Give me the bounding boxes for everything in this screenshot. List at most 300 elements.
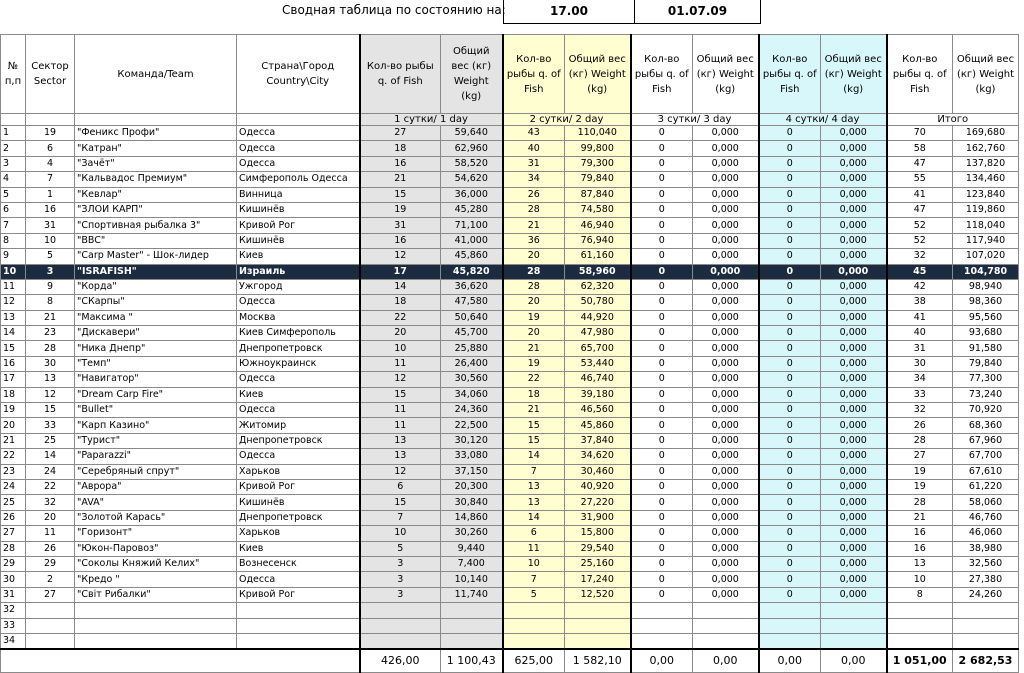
table-row[interactable] <box>1 126 1019 141</box>
table-row[interactable] <box>1 449 1019 464</box>
cell-d2-qty[interactable]: 26 <box>503 187 565 202</box>
cell-d2-weight[interactable]: 53,440 <box>565 356 631 371</box>
cell-total-weight[interactable] <box>953 618 1019 633</box>
cell-d4-qty[interactable]: 0 <box>759 233 821 248</box>
cell-d1-weight[interactable]: 33,080 <box>441 449 503 464</box>
cell-d2-weight[interactable]: 15,800 <box>565 526 631 541</box>
cell-d4-qty[interactable]: 0 <box>759 156 821 171</box>
cell-d1-qty[interactable] <box>360 603 441 618</box>
cell-d1-weight[interactable]: 50,640 <box>441 310 503 325</box>
cell-d2-qty[interactable]: 40 <box>503 141 565 156</box>
cell-d2-qty[interactable]: 34 <box>503 172 565 187</box>
cell-team[interactable] <box>75 633 237 649</box>
col-header-d3-qty[interactable]: Кол-во рыбы q. of Fish <box>631 35 693 114</box>
cell-d4-qty[interactable]: 0 <box>759 356 821 371</box>
cell-d3-weight[interactable]: 0,000 <box>693 556 759 571</box>
cell-total-qty[interactable]: 28 <box>887 433 953 448</box>
cell-city[interactable]: Кривой Рог <box>237 479 360 494</box>
cell-total-qty[interactable]: 13 <box>887 556 953 571</box>
cell-d1-qty[interactable] <box>360 633 441 649</box>
cell-total-qty[interactable]: 58 <box>887 141 953 156</box>
table-row[interactable] <box>1 326 1019 341</box>
total-all-weight[interactable]: 2 682,53 <box>953 649 1019 673</box>
cell-sector[interactable]: 31 <box>26 218 75 233</box>
cell-team[interactable]: "Кредо " <box>75 572 237 587</box>
table-row[interactable] <box>1 295 1019 310</box>
cell-total-qty[interactable] <box>887 633 953 649</box>
cell-sector[interactable]: 15 <box>26 403 75 418</box>
total-d4-qty[interactable]: 0,00 <box>759 649 821 673</box>
cell-num[interactable]: 26 <box>1 510 26 525</box>
cell-d1-qty[interactable]: 31 <box>360 218 441 233</box>
cell-total-weight[interactable]: 93,680 <box>953 326 1019 341</box>
table-row[interactable] <box>1 356 1019 371</box>
cell-sector[interactable]: 20 <box>26 510 75 525</box>
cell-total-weight[interactable]: 67,700 <box>953 449 1019 464</box>
cell-d4-qty[interactable]: 0 <box>759 572 821 587</box>
cell-d3-qty[interactable]: 0 <box>631 510 693 525</box>
cell-d1-weight[interactable]: 10,140 <box>441 572 503 587</box>
cell-sector[interactable]: 2 <box>26 572 75 587</box>
cell-d1-weight[interactable]: 26,400 <box>441 356 503 371</box>
cell-d1-weight[interactable]: 22,500 <box>441 418 503 433</box>
cell-d3-qty[interactable]: 0 <box>631 495 693 510</box>
cell-d4-qty[interactable] <box>759 618 821 633</box>
cell-total-qty[interactable]: 30 <box>887 356 953 371</box>
table-row[interactable] <box>1 264 1019 279</box>
cell-d2-weight[interactable]: 31,900 <box>565 510 631 525</box>
cell-d3-qty[interactable]: 0 <box>631 372 693 387</box>
cell-d3-qty[interactable]: 0 <box>631 387 693 402</box>
cell-d1-weight[interactable] <box>441 618 503 633</box>
cell-city[interactable]: Одесса <box>237 572 360 587</box>
cell-d4-qty[interactable]: 0 <box>759 418 821 433</box>
table-row[interactable] <box>1 587 1019 602</box>
cell-city[interactable]: Киев <box>237 541 360 556</box>
cell-num[interactable]: 10 <box>1 264 26 279</box>
cell-total-weight[interactable]: 95,560 <box>953 310 1019 325</box>
cell-sector[interactable]: 33 <box>26 418 75 433</box>
cell-d2-weight[interactable]: 25,160 <box>565 556 631 571</box>
cell-d1-qty[interactable]: 11 <box>360 356 441 371</box>
cell-city[interactable]: Москва <box>237 310 360 325</box>
cell-d3-weight[interactable]: 0,000 <box>693 295 759 310</box>
cell-team[interactable]: "Кальвадос Премиум" <box>75 172 237 187</box>
cell-d2-qty[interactable]: 28 <box>503 264 565 279</box>
cell-city[interactable]: Кривой Рог <box>237 218 360 233</box>
cell-d3-weight[interactable]: 0,000 <box>693 233 759 248</box>
cell-team[interactable]: "Катран" <box>75 141 237 156</box>
table-row[interactable] <box>1 572 1019 587</box>
cell-d4-qty[interactable]: 0 <box>759 295 821 310</box>
cell-d4-weight[interactable]: 0,000 <box>821 202 887 217</box>
cell-sector[interactable] <box>26 603 75 618</box>
cell-total-weight[interactable]: 134,460 <box>953 172 1019 187</box>
cell-d3-weight[interactable]: 0,000 <box>693 372 759 387</box>
cell-d4-qty[interactable] <box>759 603 821 618</box>
cell-total-qty[interactable]: 16 <box>887 526 953 541</box>
cell-city[interactable]: Одесса <box>237 141 360 156</box>
cell-sector[interactable]: 4 <box>26 156 75 171</box>
cell-total-qty[interactable]: 41 <box>887 187 953 202</box>
cell-team[interactable]: "Максима " <box>75 310 237 325</box>
table-row[interactable] <box>1 156 1019 171</box>
cell-total-weight[interactable]: 169,680 <box>953 126 1019 141</box>
cell-d4-weight[interactable] <box>821 618 887 633</box>
cell-total-qty[interactable]: 21 <box>887 510 953 525</box>
cell-sector[interactable]: 6 <box>26 141 75 156</box>
cell-d1-qty[interactable]: 20 <box>360 326 441 341</box>
cell-d3-qty[interactable]: 0 <box>631 233 693 248</box>
cell-num[interactable]: 22 <box>1 449 26 464</box>
cell-sector[interactable] <box>26 618 75 633</box>
cell-team[interactable]: "Корда" <box>75 279 237 294</box>
cell-total-qty[interactable] <box>887 618 953 633</box>
cell-d3-qty[interactable]: 0 <box>631 541 693 556</box>
cell-total-weight[interactable]: 61,220 <box>953 479 1019 494</box>
cell-d4-weight[interactable]: 0,000 <box>821 387 887 402</box>
cell-sector[interactable]: 13 <box>26 372 75 387</box>
cell-d3-weight[interactable]: 0,000 <box>693 141 759 156</box>
cell-d2-qty[interactable]: 15 <box>503 433 565 448</box>
cell-d2-qty[interactable]: 5 <box>503 587 565 602</box>
table-row[interactable] <box>1 279 1019 294</box>
cell-d2-qty[interactable]: 13 <box>503 479 565 494</box>
cell-d1-weight[interactable]: 71,100 <box>441 218 503 233</box>
col-header-sector[interactable]: Сектор Sector <box>26 35 75 114</box>
cell-d3-weight[interactable]: 0,000 <box>693 387 759 402</box>
cell-d3-weight[interactable]: 0,000 <box>693 279 759 294</box>
cell-d1-weight[interactable]: 45,820 <box>441 264 503 279</box>
cell-team[interactable]: "Юкон-Паровоз" <box>75 541 237 556</box>
cell-total-weight[interactable] <box>953 633 1019 649</box>
cell-d2-weight[interactable] <box>565 618 631 633</box>
cell-num[interactable]: 28 <box>1 541 26 556</box>
cell-num[interactable]: 24 <box>1 479 26 494</box>
cell-d2-qty[interactable]: 7 <box>503 464 565 479</box>
cell-sector[interactable]: 32 <box>26 495 75 510</box>
cell-d1-qty[interactable]: 10 <box>360 526 441 541</box>
cell-total-weight[interactable]: 58,060 <box>953 495 1019 510</box>
cell-sector[interactable]: 26 <box>26 541 75 556</box>
cell-total-qty[interactable]: 70 <box>887 126 953 141</box>
cell-d1-qty[interactable]: 16 <box>360 233 441 248</box>
cell-d1-weight[interactable]: 45,700 <box>441 326 503 341</box>
cell-d4-qty[interactable]: 0 <box>759 310 821 325</box>
cell-city[interactable] <box>237 633 360 649</box>
cell-city[interactable]: Кривой Рог <box>237 587 360 602</box>
cell-d2-qty[interactable]: 20 <box>503 249 565 264</box>
cell-d3-qty[interactable]: 0 <box>631 433 693 448</box>
cell-d1-weight[interactable]: 30,560 <box>441 372 503 387</box>
cell-d1-qty[interactable]: 3 <box>360 556 441 571</box>
cell-total-weight[interactable]: 98,940 <box>953 279 1019 294</box>
cell-total-qty[interactable]: 47 <box>887 156 953 171</box>
cell-num[interactable]: 29 <box>1 556 26 571</box>
cell-d4-weight[interactable]: 0,000 <box>821 326 887 341</box>
cell-team[interactable]: "Навигатор" <box>75 372 237 387</box>
cell-d3-weight[interactable]: 0,000 <box>693 172 759 187</box>
cell-num[interactable]: 14 <box>1 326 26 341</box>
cell-num[interactable]: 8 <box>1 233 26 248</box>
cell-d4-weight[interactable]: 0,000 <box>821 218 887 233</box>
cell-d2-qty[interactable]: 11 <box>503 541 565 556</box>
col-header-d1-weight[interactable]: Общий вес (кг) Weight (kg) <box>441 35 503 114</box>
cell-num[interactable]: 30 <box>1 572 26 587</box>
cell-d1-qty[interactable]: 3 <box>360 572 441 587</box>
cell-total-qty[interactable]: 32 <box>887 403 953 418</box>
cell-team[interactable]: "Світ Рибалки" <box>75 587 237 602</box>
col-header-d2-qty[interactable]: Кол-во рыбы q. of Fish <box>503 35 565 114</box>
cell-total-weight[interactable]: 123,840 <box>953 187 1019 202</box>
cell-d2-weight[interactable]: 79,840 <box>565 172 631 187</box>
cell-d4-weight[interactable]: 0,000 <box>821 295 887 310</box>
cell-d3-qty[interactable]: 0 <box>631 464 693 479</box>
cell-d1-weight[interactable]: 34,060 <box>441 387 503 402</box>
cell-d2-qty[interactable]: 31 <box>503 156 565 171</box>
cell-d4-weight[interactable]: 0,000 <box>821 141 887 156</box>
cell-d2-qty[interactable] <box>503 603 565 618</box>
table-row[interactable] <box>1 372 1019 387</box>
cell-d3-weight[interactable]: 0,000 <box>693 126 759 141</box>
cell-total-weight[interactable]: 67,960 <box>953 433 1019 448</box>
cell-num[interactable]: 33 <box>1 618 26 633</box>
cell-total-weight[interactable]: 91,580 <box>953 341 1019 356</box>
cell-d3-qty[interactable]: 0 <box>631 249 693 264</box>
cell-d3-weight[interactable]: 0,000 <box>693 187 759 202</box>
cell-d2-weight[interactable]: 12,520 <box>565 587 631 602</box>
cell-sector[interactable]: 22 <box>26 479 75 494</box>
cell-d3-qty[interactable]: 0 <box>631 295 693 310</box>
cell-d1-qty[interactable]: 18 <box>360 295 441 310</box>
cell-d2-weight[interactable]: 46,740 <box>565 372 631 387</box>
cell-sector[interactable]: 29 <box>26 556 75 571</box>
cell-num[interactable]: 18 <box>1 387 26 402</box>
col-header-d1-qty[interactable]: Кол-во рыбы q. of Fish <box>360 35 441 114</box>
cell-team[interactable]: "СКарпы" <box>75 295 237 310</box>
cell-team[interactable]: "Dream Carp Fire" <box>75 387 237 402</box>
cell-d3-qty[interactable]: 0 <box>631 279 693 294</box>
cell-total-weight[interactable]: 38,980 <box>953 541 1019 556</box>
cell-sector[interactable]: 7 <box>26 172 75 187</box>
cell-d4-weight[interactable]: 0,000 <box>821 310 887 325</box>
cell-city[interactable]: Вознесенск <box>237 556 360 571</box>
cell-sector[interactable]: 10 <box>26 233 75 248</box>
cell-total-qty[interactable]: 45 <box>887 264 953 279</box>
cell-d3-weight[interactable]: 0,000 <box>693 526 759 541</box>
cell-num[interactable]: 2 <box>1 141 26 156</box>
cell-d2-qty[interactable]: 28 <box>503 202 565 217</box>
cell-d1-qty[interactable]: 16 <box>360 156 441 171</box>
cell-d3-weight[interactable]: 0,000 <box>693 479 759 494</box>
cell-d2-qty[interactable]: 22 <box>503 372 565 387</box>
cell-d1-weight[interactable]: 9,440 <box>441 541 503 556</box>
cell-city[interactable]: Житомир <box>237 418 360 433</box>
cell-num[interactable]: 20 <box>1 418 26 433</box>
col-header-d2-weight[interactable]: Общий вес (кг) Weight (kg) <box>565 35 631 114</box>
cell-d4-qty[interactable]: 0 <box>759 403 821 418</box>
cell-total-weight[interactable]: 46,760 <box>953 510 1019 525</box>
cell-total-qty[interactable] <box>887 603 953 618</box>
cell-d3-qty[interactable] <box>631 633 693 649</box>
summary-time-cell[interactable]: 17.00 <box>503 0 635 24</box>
cell-city[interactable]: Днепропетровск <box>237 433 360 448</box>
cell-d2-qty[interactable]: 6 <box>503 526 565 541</box>
cell-city[interactable]: Одесса <box>237 156 360 171</box>
cell-d3-qty[interactable]: 0 <box>631 418 693 433</box>
cell-sector[interactable]: 25 <box>26 433 75 448</box>
cell-d1-qty[interactable]: 11 <box>360 403 441 418</box>
cell-d1-weight[interactable]: 41,000 <box>441 233 503 248</box>
cell-total-weight[interactable]: 24,260 <box>953 587 1019 602</box>
cell-total-qty[interactable]: 31 <box>887 341 953 356</box>
cell-d1-weight[interactable]: 25,880 <box>441 341 503 356</box>
cell-d2-weight[interactable]: 62,320 <box>565 279 631 294</box>
cell-d1-weight[interactable]: 37,150 <box>441 464 503 479</box>
cell-d4-weight[interactable]: 0,000 <box>821 403 887 418</box>
cell-d3-weight[interactable]: 0,000 <box>693 449 759 464</box>
cell-total-weight[interactable]: 98,360 <box>953 295 1019 310</box>
cell-city[interactable]: Ужгород <box>237 279 360 294</box>
cell-d4-weight[interactable]: 0,000 <box>821 172 887 187</box>
cell-sector[interactable]: 24 <box>26 464 75 479</box>
cell-d3-qty[interactable]: 0 <box>631 126 693 141</box>
cell-sector[interactable]: 3 <box>26 264 75 279</box>
cell-d2-qty[interactable]: 36 <box>503 233 565 248</box>
cell-num[interactable]: 11 <box>1 279 26 294</box>
cell-d4-qty[interactable]: 0 <box>759 326 821 341</box>
cell-d1-weight[interactable]: 30,840 <box>441 495 503 510</box>
cell-d2-qty[interactable]: 14 <box>503 449 565 464</box>
cell-d4-weight[interactable]: 0,000 <box>821 356 887 371</box>
cell-team[interactable] <box>75 618 237 633</box>
cell-city[interactable]: Одесса <box>237 372 360 387</box>
cell-team[interactable]: "BBC" <box>75 233 237 248</box>
cell-total-qty[interactable]: 42 <box>887 279 953 294</box>
cell-d1-weight[interactable]: 24,360 <box>441 403 503 418</box>
cell-sector[interactable]: 12 <box>26 387 75 402</box>
cell-sector[interactable] <box>26 633 75 649</box>
cell-num[interactable]: 31 <box>1 587 26 602</box>
cell-city[interactable]: Израиль <box>237 264 360 279</box>
cell-d4-weight[interactable]: 0,000 <box>821 279 887 294</box>
total-d4-weight[interactable]: 0,00 <box>821 649 887 673</box>
table-row[interactable] <box>1 479 1019 494</box>
cell-d1-weight[interactable]: 7,400 <box>441 556 503 571</box>
cell-d2-weight[interactable]: 27,220 <box>565 495 631 510</box>
cell-team[interactable]: "Серебряный спрут" <box>75 464 237 479</box>
cell-num[interactable]: 9 <box>1 249 26 264</box>
cell-total-qty[interactable]: 8 <box>887 587 953 602</box>
cell-d1-qty[interactable]: 15 <box>360 187 441 202</box>
cell-d3-weight[interactable]: 0,000 <box>693 341 759 356</box>
cell-team[interactable]: "Темп" <box>75 356 237 371</box>
table-row[interactable] <box>1 618 1019 633</box>
cell-d2-qty[interactable]: 7 <box>503 572 565 587</box>
cell-city[interactable]: Винница <box>237 187 360 202</box>
summary-date-cell[interactable]: 01.07.09 <box>634 0 761 24</box>
cell-total-qty[interactable]: 55 <box>887 172 953 187</box>
cell-d3-qty[interactable]: 0 <box>631 310 693 325</box>
cell-d1-qty[interactable]: 14 <box>360 279 441 294</box>
cell-sector[interactable]: 16 <box>26 202 75 217</box>
cell-d2-weight[interactable]: 46,560 <box>565 403 631 418</box>
cell-d3-weight[interactable]: 0,000 <box>693 510 759 525</box>
cell-d2-qty[interactable]: 18 <box>503 387 565 402</box>
cell-city[interactable]: Харьков <box>237 526 360 541</box>
cell-d2-weight[interactable]: 74,580 <box>565 202 631 217</box>
cell-d4-weight[interactable]: 0,000 <box>821 526 887 541</box>
cell-d3-weight[interactable]: 0,000 <box>693 464 759 479</box>
table-row[interactable] <box>1 218 1019 233</box>
table-row[interactable] <box>1 249 1019 264</box>
cell-d3-qty[interactable]: 0 <box>631 341 693 356</box>
cell-city[interactable]: Харьков <box>237 464 360 479</box>
total-all-qty[interactable]: 1 051,00 <box>887 649 953 673</box>
cell-d2-weight[interactable] <box>565 603 631 618</box>
cell-d3-qty[interactable]: 0 <box>631 156 693 171</box>
table-row[interactable] <box>1 495 1019 510</box>
cell-team[interactable]: "Золотой Карась" <box>75 510 237 525</box>
cell-d4-weight[interactable]: 0,000 <box>821 341 887 356</box>
cell-d4-weight[interactable]: 0,000 <box>821 433 887 448</box>
cell-d3-weight[interactable]: 0,000 <box>693 356 759 371</box>
cell-team[interactable]: "Ника Днепр" <box>75 341 237 356</box>
cell-city[interactable]: Одесса <box>237 295 360 310</box>
table-row[interactable] <box>1 633 1019 649</box>
cell-d4-qty[interactable]: 0 <box>759 587 821 602</box>
cell-d2-weight[interactable]: 79,300 <box>565 156 631 171</box>
cell-d4-weight[interactable]: 0,000 <box>821 156 887 171</box>
cell-team[interactable]: "Зачёт" <box>75 156 237 171</box>
table-row[interactable] <box>1 464 1019 479</box>
cell-sector[interactable]: 5 <box>26 249 75 264</box>
cell-city[interactable]: Одесса <box>237 403 360 418</box>
cell-d4-qty[interactable]: 0 <box>759 341 821 356</box>
cell-team[interactable]: "Paparazzi" <box>75 449 237 464</box>
col-header-d3-weight[interactable]: Общий вес (кг) Weight (kg) <box>693 35 759 114</box>
col-header-d4-qty[interactable]: Кол-во рыбы q. of Fish <box>759 35 821 114</box>
total-d1-qty[interactable]: 426,00 <box>360 649 441 673</box>
table-row[interactable] <box>1 556 1019 571</box>
cell-num[interactable]: 1 <box>1 126 26 141</box>
cell-d2-qty[interactable]: 10 <box>503 556 565 571</box>
cell-d3-weight[interactable]: 0,000 <box>693 572 759 587</box>
cell-d4-weight[interactable]: 0,000 <box>821 449 887 464</box>
cell-d4-qty[interactable]: 0 <box>759 449 821 464</box>
cell-d1-qty[interactable]: 18 <box>360 141 441 156</box>
cell-team[interactable] <box>75 603 237 618</box>
cell-d4-qty[interactable]: 0 <box>759 264 821 279</box>
cell-d4-weight[interactable] <box>821 603 887 618</box>
cell-d2-weight[interactable] <box>565 633 631 649</box>
cell-d4-weight[interactable]: 0,000 <box>821 510 887 525</box>
cell-d4-qty[interactable]: 0 <box>759 433 821 448</box>
cell-team[interactable]: "Турист" <box>75 433 237 448</box>
cell-d4-weight[interactable]: 0,000 <box>821 126 887 141</box>
cell-d3-qty[interactable]: 0 <box>631 479 693 494</box>
cell-d2-weight[interactable]: 34,620 <box>565 449 631 464</box>
cell-d3-weight[interactable]: 0,000 <box>693 156 759 171</box>
cell-d2-weight[interactable]: 65,700 <box>565 341 631 356</box>
total-d3-weight[interactable]: 0,00 <box>693 649 759 673</box>
cell-num[interactable]: 5 <box>1 187 26 202</box>
cell-d3-qty[interactable]: 0 <box>631 526 693 541</box>
cell-d4-weight[interactable]: 0,000 <box>821 587 887 602</box>
cell-d2-qty[interactable] <box>503 633 565 649</box>
cell-d3-qty[interactable]: 0 <box>631 556 693 571</box>
cell-total-qty[interactable]: 33 <box>887 387 953 402</box>
